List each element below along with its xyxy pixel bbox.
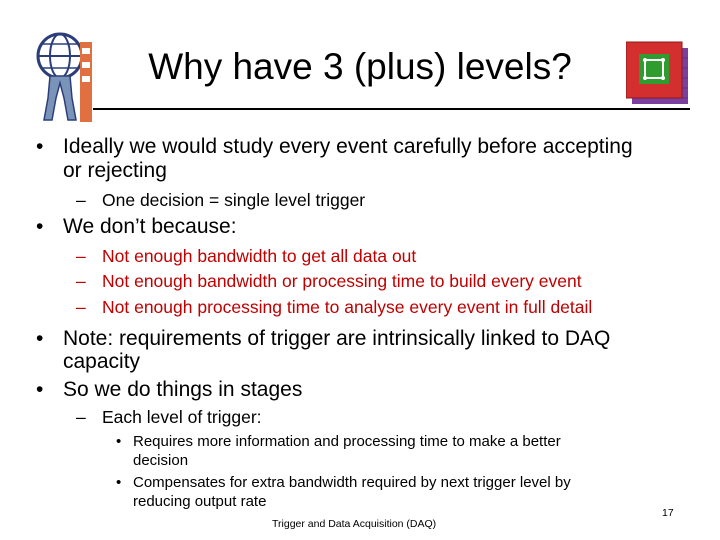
sub-bullet-text: One decision = single level trigger	[102, 190, 366, 210]
sub-sub-bullet-text: Compensates for extra bandwidth required by next trigger level by	[133, 474, 571, 491]
sub-sub-bullet-continuation: reducing output rate	[133, 493, 267, 510]
sub-sub-bullet-marker: •	[116, 474, 122, 491]
sub-sub-bullet-text: Requires more information and processing time to make a better	[133, 433, 561, 450]
sub-bullet-marker: –	[76, 297, 86, 317]
title-divider	[93, 108, 690, 110]
bullet-continuation: or rejecting	[63, 159, 167, 182]
sub-bullet-text: Not enough processing time to analyse every event in full detail	[102, 297, 593, 317]
bullet-text: Ideally we would study every event carefully before accepting	[63, 135, 633, 158]
sub-bullet-text: Each level of trigger:	[102, 407, 262, 427]
atlas-logo-icon	[30, 28, 100, 123]
sub-bullet-text: Not enough bandwidth to get all data out	[102, 246, 417, 266]
sub-bullet-marker: –	[76, 246, 86, 266]
bullet-marker: •	[36, 215, 44, 238]
sub-sub-bullet-continuation: decision	[133, 452, 189, 469]
bullet-marker: •	[36, 135, 44, 158]
bullet-marker: •	[36, 378, 44, 401]
page-number: 17	[662, 507, 674, 519]
trigger-chip-icon	[626, 40, 690, 106]
bullet-continuation: capacity	[63, 350, 141, 373]
bullet-text: Note: requirements of trigger are intrinsically linked to DAQ	[63, 327, 611, 350]
slide-footer: Trigger and Data Acquisition (DAQ)	[272, 518, 437, 530]
bullet-text: We don’t because:	[63, 215, 237, 238]
bullet-marker: •	[36, 327, 44, 350]
sub-bullet-marker: –	[76, 190, 86, 210]
bullet-text: So we do things in stages	[63, 378, 303, 401]
sub-bullet-marker: –	[76, 271, 86, 291]
sub-bullet-marker: –	[76, 407, 86, 427]
sub-sub-bullet-marker: •	[116, 433, 122, 450]
slide-title: Why have 3 (plus) levels?	[148, 46, 572, 87]
sub-bullet-text: Not enough bandwidth or processing time to build every event	[102, 271, 582, 291]
